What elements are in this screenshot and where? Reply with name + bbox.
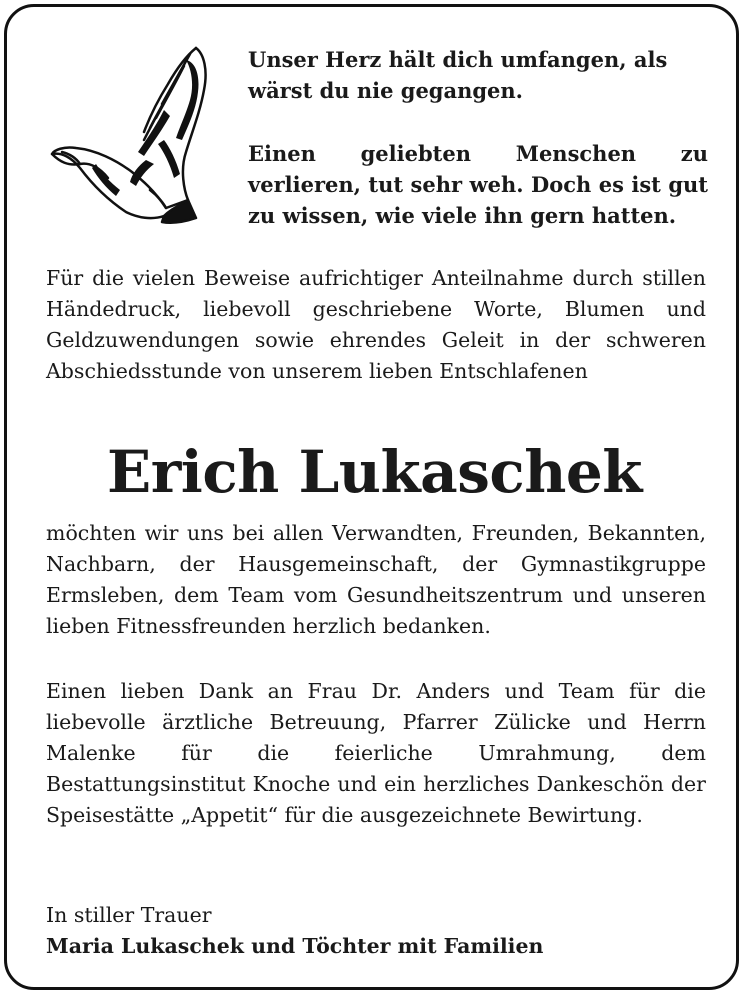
signatories: Maria Lukaschek und Töchter mit Familien	[46, 934, 544, 958]
intro-paragraph: Für die vielen Beweise aufrichtiger Anteilnahme durch stillen Händedruck, liebevoll geschriebene Worte, Blumen und Geldzuwendungen sowie ehrendes Geleit in der schweren Abschiedsstunde von unserem lieben Entschlafenen	[46, 266, 706, 383]
closing-line: In stiller Trauer	[46, 903, 212, 927]
special-thanks-paragraph: Einen lieben Dank an Frau Dr. Anders und Team für die liebevolle ärztliche Betreuung, Pfarrer Zülicke und Herrn Malenke für die feierliche Umrahmung, dem Bestattungsinstitut Knoche und ein herzliches Dankeschön der Speisestätte „Appetit“ für die ausgezeichnete Bewirtung.	[46, 679, 706, 827]
closing-signature	[46, 900, 706, 962]
deceased-name: Erich Lukaschek	[107, 438, 642, 506]
verse-part-2: Einen geliebten Menschen zu verlieren, tut sehr weh. Doch es ist gut zu wissen, wie viele ihn gern hatten.	[248, 141, 708, 228]
praying-hands-icon	[46, 40, 216, 225]
verse-part-1: Unser Herz hält dich umfangen, als wärst du nie gegangen.	[248, 47, 668, 103]
thanks-paragraph: möchten wir uns bei allen Verwandten, Freunden, Bekannten, Nachbarn, der Hausgemeinschaft, der Gymnastikgruppe Ermsleben, dem Team vom Gesundheitszentrum und unseren lieben Fitnessfreunden herzlich bedanken.	[46, 521, 706, 638]
